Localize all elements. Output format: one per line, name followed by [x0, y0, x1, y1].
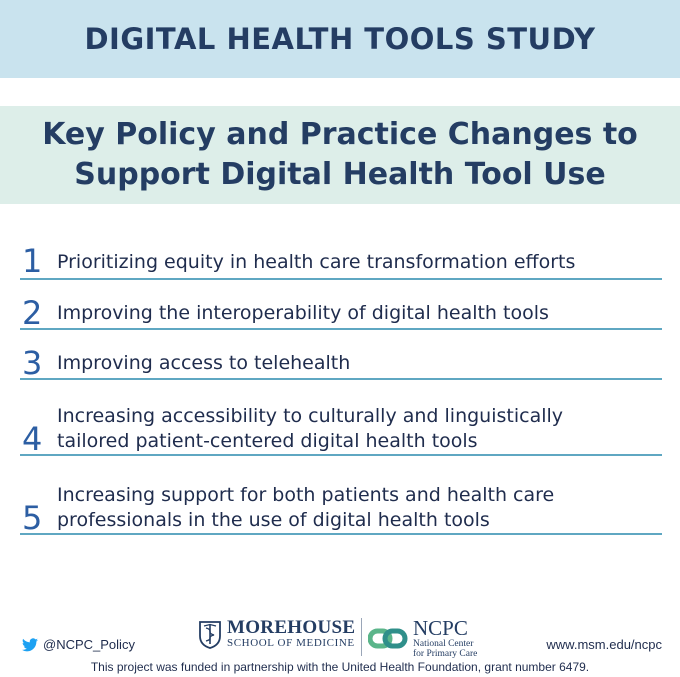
subtitle [20, 115, 660, 195]
list-item-5 [20, 479, 662, 535]
subtitle-line-2: Support Digital Health Tool Use [74, 157, 606, 192]
list-item-1 [20, 240, 662, 280]
item-number: 1 [22, 242, 43, 280]
handle-text: @NCPC_Policy [43, 637, 135, 652]
funding-note: This project was funded in partnership with the United Health Foundation, grant number 6479. [90, 660, 590, 674]
item-text: Prioritizing equity in health care transformation efforts [57, 251, 576, 273]
ncpc-sub-line-2: for Primary Care [413, 649, 478, 659]
item-text-line-1: Increasing accessibility to culturally and linguistically [57, 405, 564, 427]
logo-divider [361, 618, 362, 656]
caduceus-seal-icon [198, 619, 222, 649]
item-number: 3 [22, 344, 43, 382]
page-title: DIGITAL HEALTH TOOLS STUDY [84, 22, 596, 56]
msm-name: MOREHOUSE [227, 617, 356, 638]
item-text-line-2: professionals in the use of digital health tools [57, 509, 490, 531]
ncpc-sub-line-1: National Center [413, 639, 474, 649]
subtitle-box [0, 106, 680, 204]
list-item-4 [20, 400, 662, 456]
item-text-line-2: tailored patient-centered digital health tools [57, 430, 478, 452]
twitter-bird-icon [22, 638, 38, 652]
item-number: 2 [22, 294, 43, 332]
item-text-line-1: Increasing support for both patients and health care [57, 484, 555, 506]
item-text: Improving access to telehealth [57, 352, 351, 374]
list-item-2 [20, 292, 662, 330]
ncpc-links-icon [368, 624, 408, 654]
morehouse-logo [198, 618, 355, 650]
item-number: 5 [22, 499, 43, 537]
list-item-3 [20, 342, 662, 380]
msm-subtitle: SCHOOL OF MEDICINE [227, 637, 355, 649]
twitter-handle-link[interactable] [22, 637, 135, 652]
ncpc-logo [368, 618, 477, 659]
website-link[interactable]: www.msm.edu/ncpc [546, 637, 662, 652]
subtitle-line-1: Key Policy and Practice Changes to [42, 117, 638, 152]
title-banner [0, 0, 680, 78]
item-text: Improving the interoperability of digital health tools [57, 302, 549, 324]
item-number: 4 [22, 420, 43, 458]
ncpc-name: NCPC [413, 616, 468, 640]
